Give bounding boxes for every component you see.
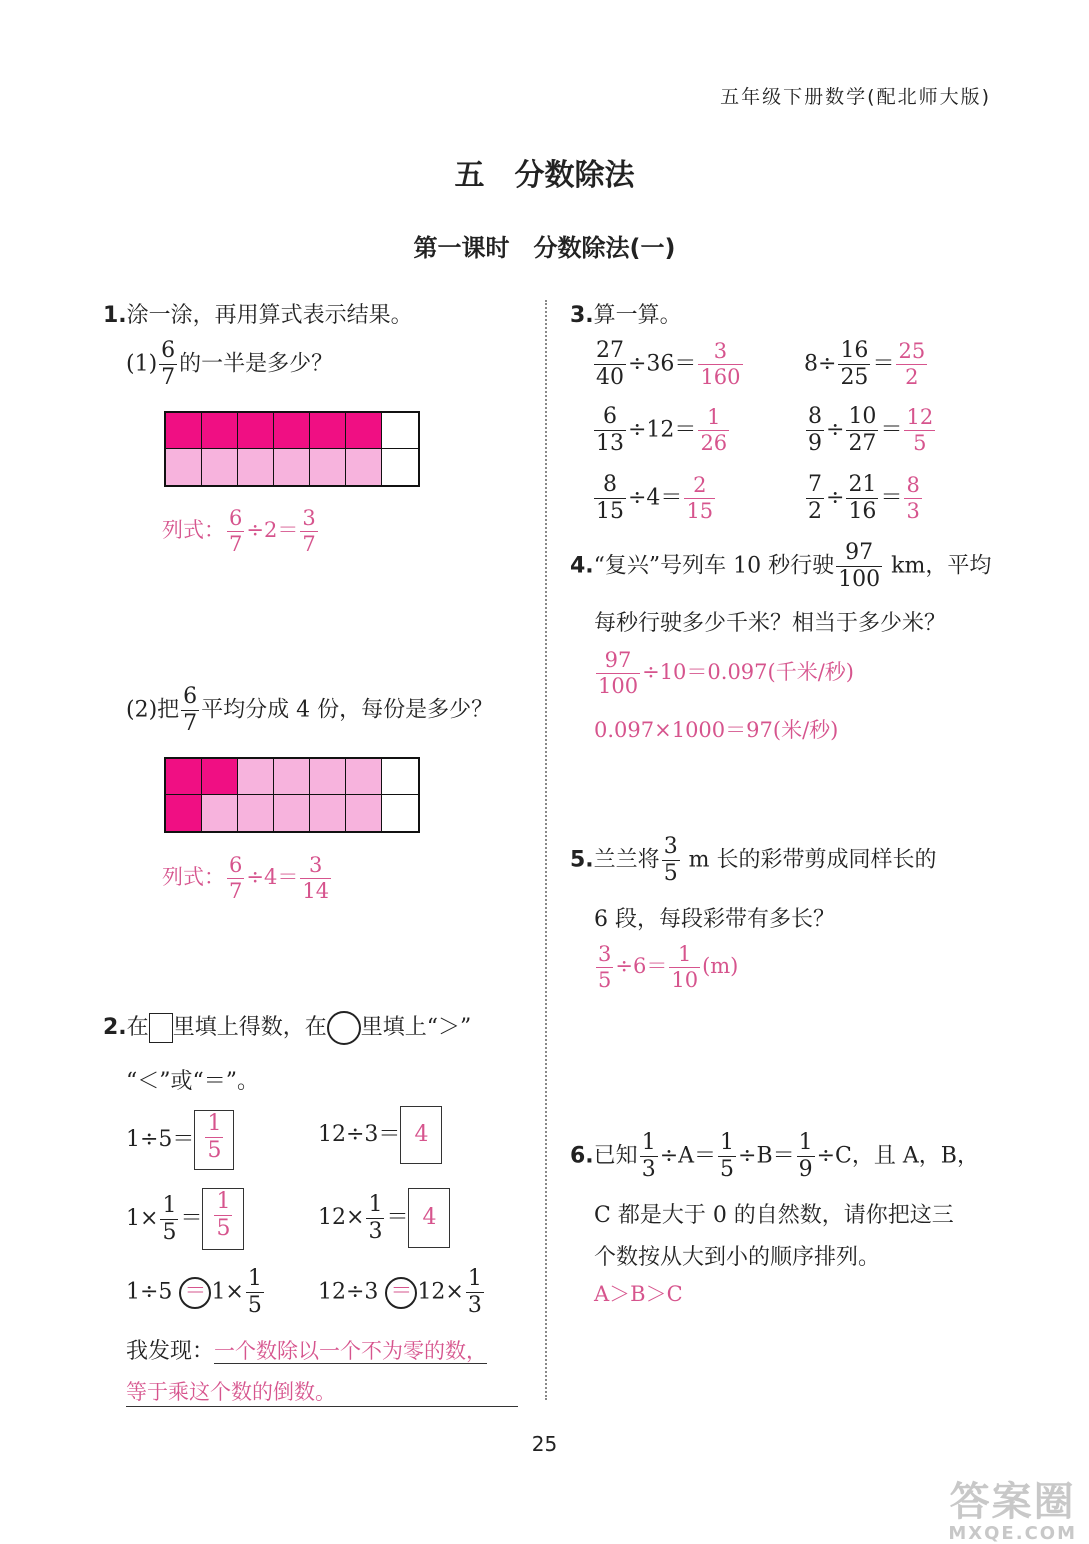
expr: ＝ (386, 1205, 409, 1230)
grid-cell (238, 449, 274, 485)
expr: 1× (211, 1279, 244, 1305)
expr: ÷36＝ (628, 351, 697, 377)
q6-answer: A＞B＞C (594, 1282, 683, 1306)
unit-title: 五 分数除法 (454, 158, 635, 193)
grid-cell (166, 413, 202, 449)
frac-den: 100 (838, 567, 881, 592)
frac-den: 2 (905, 365, 919, 389)
answer-text: ÷10＝0.097(千米/秒) (642, 660, 854, 684)
frac-num: 12 (906, 405, 934, 429)
grid-cell (346, 449, 382, 485)
expr: ＝ (872, 351, 895, 377)
frac-num: 1 (207, 1111, 222, 1136)
expr: 12÷3＝ (318, 1122, 401, 1147)
grid-cell (202, 795, 238, 831)
frac-num: 1 (216, 1189, 231, 1214)
frac-den: 5 (162, 1219, 177, 1245)
frac-num: 6 (229, 506, 243, 530)
q2-row2-left (126, 1188, 244, 1250)
frac-den: 5 (216, 1216, 231, 1241)
q5-number: 5. (570, 847, 594, 873)
q1-part1-answer (162, 508, 320, 555)
q1-part2-answer (162, 855, 333, 902)
expr: ＝ (880, 485, 903, 511)
frac-den: 7 (229, 879, 243, 903)
q2-text-3: 里填上“＞” (360, 1015, 472, 1040)
q4-answer-2: 0.097×1000＝97(米/秒) (594, 718, 839, 742)
q6-text-4: ÷C，且 A，B， (816, 1143, 979, 1169)
expr: 12÷3 (318, 1279, 379, 1305)
q1-part2-label: (2)把 (126, 697, 180, 723)
circle-symbol (327, 1011, 361, 1045)
frac-num: 27 (596, 338, 624, 363)
q1-part1-grid (164, 411, 420, 487)
answer-box[interactable] (202, 1188, 244, 1250)
grid-cell (274, 759, 310, 795)
q4-prompt-line2: 每秒行驶多少千米？相当于多少米？ (594, 611, 947, 636)
frac-den: 7 (302, 532, 316, 556)
frac-num: 1 (798, 1130, 813, 1155)
grid-cell (202, 413, 238, 449)
q3-text: 算一算。 (593, 303, 682, 328)
frac-den: 25 (840, 365, 869, 390)
frac-den: 15 (596, 499, 624, 524)
frac-num: 1 (247, 1266, 262, 1291)
page-number: 25 (531, 1432, 558, 1456)
q1-number: 1. (103, 303, 127, 328)
frac-den: 7 (183, 711, 198, 736)
grid-cell (238, 413, 274, 449)
q4-number: 4. (570, 553, 594, 579)
expr: 8÷ (804, 351, 837, 377)
frac-num: 1 (698, 407, 729, 431)
grid-cell (310, 759, 346, 795)
grid-cell (202, 759, 238, 795)
grid-cell (346, 795, 382, 831)
q4-answer-1 (594, 650, 854, 697)
answer-circle[interactable]: ＝ (179, 1277, 211, 1309)
frac-den: 5 (663, 861, 678, 886)
frac-num: 8 (808, 404, 822, 429)
grid-cell (166, 759, 202, 795)
grid-cell (274, 413, 310, 449)
grid-cell (238, 759, 274, 795)
expr: ÷ (826, 417, 845, 443)
grid-cell (382, 795, 418, 831)
grid-cell (382, 413, 418, 449)
frac-num: 3 (598, 942, 612, 966)
q5-prompt-line2: 6 段，每段彩带有多长？ (594, 907, 835, 932)
q6-text-3: ÷B＝ (738, 1143, 795, 1169)
frac-num: 8 (906, 473, 920, 497)
q2-row1-right (318, 1106, 442, 1164)
frac-num: 1 (641, 1130, 656, 1155)
frac-den: 2 (808, 499, 822, 524)
grid-cell (382, 759, 418, 795)
frac-den: 9 (808, 431, 822, 456)
expr: 1× (126, 1206, 159, 1231)
answer-circle[interactable]: ＝ (385, 1277, 417, 1309)
q2-discovery (126, 1334, 518, 1365)
expr: ÷ (826, 485, 845, 511)
grid-cell (346, 759, 382, 795)
q3-expr-5 (592, 474, 717, 523)
frac-den: 26 (700, 431, 728, 455)
expr: 1÷5 (126, 1279, 173, 1305)
frac-num: 97 (836, 542, 882, 567)
watermark-logo (948, 1470, 1077, 1544)
frac-den: 16 (848, 499, 877, 524)
frac-num: 3 (663, 834, 678, 859)
frac-num: 97 (596, 650, 640, 674)
frac-num: 3 (698, 341, 742, 365)
frac-num: 21 (848, 472, 877, 497)
column-divider (545, 300, 547, 1400)
answer-unit: (m) (702, 954, 739, 978)
q3-expr-4 (804, 406, 937, 455)
answer-box[interactable]: 4 (400, 1106, 442, 1164)
q2-row2-right (318, 1188, 450, 1248)
expr: ＝ (880, 417, 903, 443)
frac-num: 1 (669, 944, 700, 968)
q1-part1-text: 的一半是多少？ (179, 351, 334, 377)
q2-row3-right (318, 1268, 486, 1317)
answer-box[interactable] (194, 1110, 234, 1170)
discovery-line2: 等于乘这个数的倒数。 (126, 1376, 518, 1407)
grid-cell (166, 449, 202, 485)
q2-row3-left (126, 1268, 266, 1317)
frac-den: 40 (596, 365, 624, 390)
expr: 12× (318, 1205, 365, 1230)
frac-num: 25 (898, 339, 926, 363)
q1-part2-text: 平均分成 4 份，每份是多少？ (201, 697, 494, 723)
frac-den: 5 (598, 968, 612, 992)
frac-den: 7 (161, 365, 176, 390)
frac-num: 2 (684, 475, 715, 499)
q1-part1-label: (1) (126, 351, 158, 377)
q1-text: 涂一涂，再用算式表示结果。 (126, 303, 413, 328)
expr: 12× (417, 1279, 464, 1305)
answer-op: ÷2＝ (246, 518, 299, 542)
frac-num: 3 (300, 855, 331, 879)
q6-text-2: ÷A＝ (659, 1143, 717, 1169)
discovery-line1: 一个数除以一个不为零的数， (214, 1339, 488, 1363)
frac-num: 1 (720, 1130, 735, 1155)
frac-den: 5 (913, 431, 927, 455)
frac-num: 6 (594, 406, 626, 431)
q3-expr-1 (592, 340, 745, 389)
frac-num: 16 (840, 338, 869, 363)
grid-cell (310, 413, 346, 449)
watermark-sub: MXQE.COM (948, 1523, 1077, 1544)
frac-den: 13 (596, 431, 624, 456)
frac-den: 3 (368, 1218, 383, 1244)
q5-prompt (570, 836, 937, 885)
grid-cell (382, 449, 418, 485)
q2-text-2: 里填上得数，在 (172, 1015, 327, 1040)
frac-num: 1 (368, 1191, 383, 1217)
answer-box[interactable]: 4 (408, 1188, 450, 1248)
q5-answer (594, 944, 738, 991)
frac-num: 1 (467, 1266, 482, 1291)
frac-num: 6 (229, 853, 243, 877)
q5-text-1: 兰兰将 (593, 847, 660, 873)
frac-num: 6 (183, 684, 198, 709)
book-title: 五年级下册数学(配北师大版) (720, 86, 991, 108)
answer-op: ÷6＝ (615, 954, 668, 978)
grid-cell (346, 413, 382, 449)
frac-den: 27 (848, 431, 877, 456)
q2-text-1: 在 (126, 1015, 149, 1040)
q4-prompt (570, 542, 991, 591)
answer-label: 列式： (162, 865, 225, 889)
answer-label: 列式： (162, 518, 225, 542)
q4-text-2: km，平均 (884, 553, 992, 579)
frac-num: 10 (848, 404, 877, 429)
grid-cell (310, 449, 346, 485)
grid-cell (274, 795, 310, 831)
frac-den: 14 (302, 879, 330, 903)
grid-cell (202, 449, 238, 485)
frac-den: 100 (598, 674, 639, 698)
frac-den: 3 (906, 499, 920, 523)
q6-prompt-line3: 个数按从大到小的顺序排列。 (594, 1245, 881, 1270)
lesson-title: 第一课时 分数除法(一) (413, 234, 676, 262)
q1-prompt (103, 298, 413, 329)
q4-text-1: “复兴”号列车 10 秒行驶 (593, 553, 835, 579)
q3-expr-3 (592, 406, 731, 455)
frac-den: 5 (720, 1157, 735, 1182)
expr: 1÷5＝ (126, 1127, 195, 1152)
expr: ＝ (180, 1206, 203, 1231)
frac-den: 7 (229, 532, 243, 556)
frac-den: 5 (247, 1293, 262, 1318)
q1-part2-prompt (126, 686, 493, 735)
frac-den: 160 (700, 365, 741, 389)
q6-text-1: 已知 (593, 1143, 638, 1169)
frac-num: 1 (162, 1192, 177, 1218)
q3-prompt (570, 298, 682, 329)
q6-prompt-line2: C 都是大于 0 的自然数，请你把这三 (594, 1203, 954, 1228)
frac-den: 3 (641, 1157, 656, 1182)
q2-number: 2. (103, 1015, 127, 1040)
grid-cell (310, 795, 346, 831)
q2-prompt (103, 1010, 471, 1045)
watermark-text: 答案圈 (949, 1479, 1076, 1525)
frac-num: 8 (594, 474, 626, 499)
q3-expr-2 (804, 340, 929, 389)
expr: ÷4＝ (628, 485, 683, 511)
discovery-label: 我发现： (126, 1339, 215, 1364)
q3-expr-6 (804, 474, 924, 523)
frac-den: 5 (207, 1138, 222, 1163)
grid-cell (166, 795, 202, 831)
frac-num: 6 (161, 338, 176, 363)
q3-number: 3. (570, 303, 594, 328)
q1-part1-prompt (126, 340, 333, 389)
grid-cell (238, 795, 274, 831)
q6-number: 6. (570, 1143, 594, 1169)
frac-den: 10 (671, 968, 699, 992)
frac-num: 7 (808, 472, 822, 497)
frac-den: 9 (798, 1157, 813, 1182)
q1-part2-grid (164, 757, 420, 833)
q5-text-2: m 长的彩带剪成同样长的 (681, 847, 937, 873)
q2-row1-left (126, 1110, 234, 1170)
square-symbol (149, 1013, 173, 1043)
q2-prompt-line2: “＜”或“＝”。 (126, 1069, 259, 1094)
frac-den: 3 (467, 1293, 482, 1318)
grid-cell (274, 449, 310, 485)
expr: ÷12＝ (628, 417, 697, 443)
frac-num: 3 (302, 506, 316, 530)
frac-den: 15 (686, 499, 714, 523)
answer-op: ÷4＝ (246, 865, 299, 889)
q6-prompt (570, 1132, 979, 1181)
